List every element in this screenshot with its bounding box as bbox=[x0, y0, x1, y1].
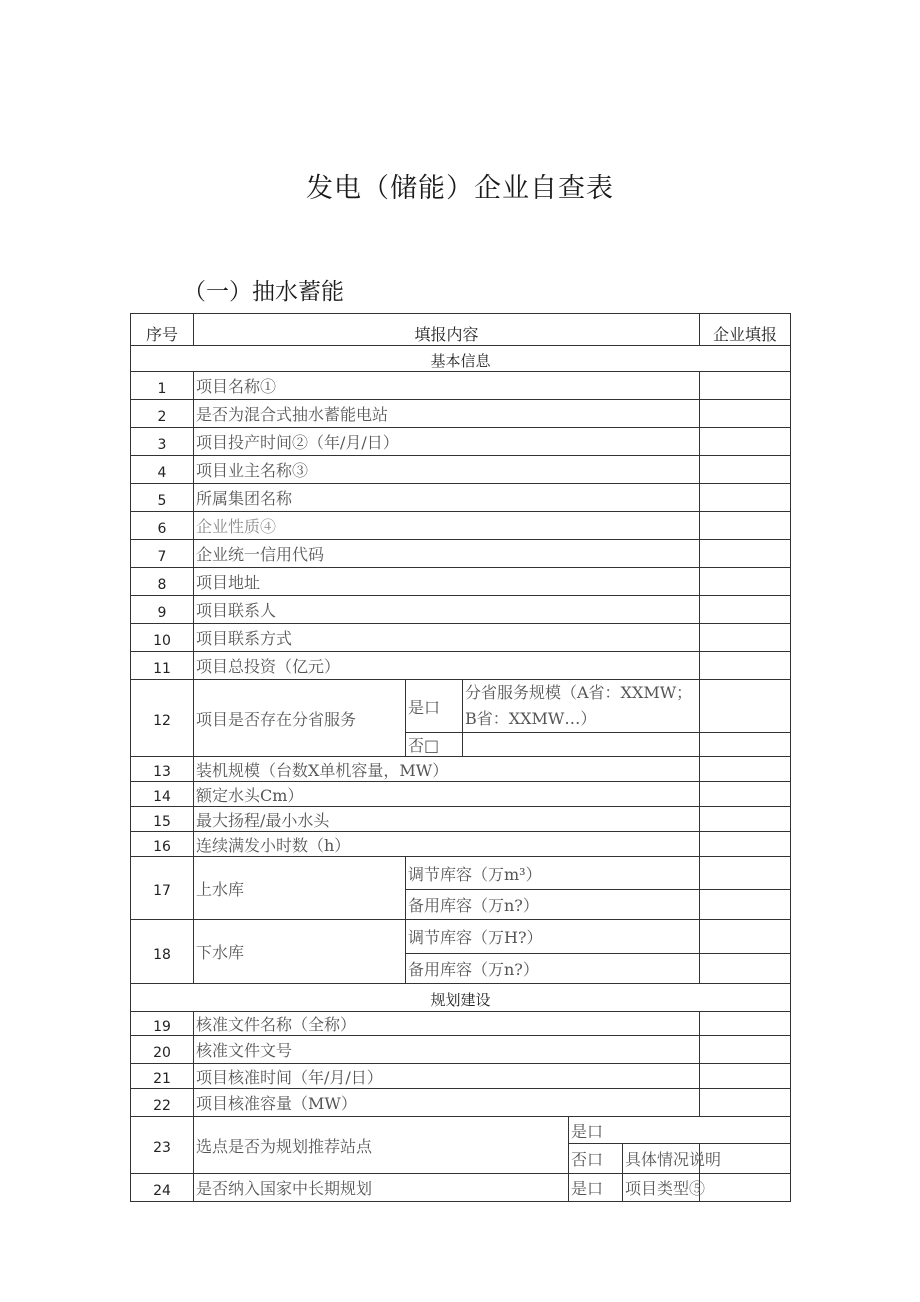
table-row bbox=[131, 624, 791, 652]
sub-label: 备用库容（万n?） bbox=[406, 954, 700, 984]
row-seq: 3 bbox=[131, 428, 194, 456]
fill-cell[interactable] bbox=[700, 596, 791, 624]
fill-cell[interactable] bbox=[700, 400, 791, 428]
province-scale-label: 分省服务规模（A省：XXMW；B省：XXMW…） bbox=[463, 680, 700, 733]
row-seq: 24 bbox=[131, 1174, 194, 1202]
section-planning: 规划建设 bbox=[131, 984, 791, 1012]
section-basic-info: 基本信息 bbox=[131, 346, 791, 372]
row-label: 项目核准容量（MW） bbox=[194, 1089, 700, 1117]
row-seq: 20 bbox=[131, 1036, 194, 1064]
row-seq: 12 bbox=[131, 680, 194, 757]
fill-cell[interactable] bbox=[700, 624, 791, 652]
fill-cell[interactable] bbox=[700, 428, 791, 456]
table-row bbox=[131, 596, 791, 624]
table-row bbox=[131, 807, 791, 832]
section-heading: （一）抽水蓄能 bbox=[183, 279, 344, 305]
section-row-planning bbox=[131, 984, 791, 1012]
fill-cell[interactable] bbox=[700, 1036, 791, 1064]
fill-cell[interactable] bbox=[700, 920, 791, 954]
row-seq: 15 bbox=[131, 807, 194, 832]
fill-cell[interactable] bbox=[700, 1064, 791, 1089]
fill-cell[interactable] bbox=[700, 372, 791, 400]
row-label: 最大扬程/最小水头 bbox=[194, 807, 700, 832]
row-label: 额定水头Cm） bbox=[194, 782, 700, 807]
project-type-label: 项目类型⑤ bbox=[623, 1174, 700, 1202]
table-row bbox=[131, 757, 791, 782]
row-label: 所属集团名称 bbox=[194, 484, 700, 512]
table-row bbox=[131, 652, 791, 680]
table-row bbox=[131, 1174, 791, 1202]
fill-cell[interactable] bbox=[700, 1089, 791, 1117]
table-row bbox=[131, 484, 791, 512]
fill-cell[interactable] bbox=[700, 782, 791, 807]
row-label: 是否为混合式抽水蓄能电站 bbox=[194, 400, 700, 428]
fill-cell[interactable] bbox=[700, 1174, 791, 1202]
row-label: 项目联系人 bbox=[194, 596, 700, 624]
row-seq: 7 bbox=[131, 540, 194, 568]
table-row bbox=[131, 540, 791, 568]
row-seq: 9 bbox=[131, 596, 194, 624]
no-option[interactable]: 否□ bbox=[406, 733, 463, 757]
row-seq: 14 bbox=[131, 782, 194, 807]
row-seq: 8 bbox=[131, 568, 194, 596]
no-option[interactable]: 否口 bbox=[569, 1144, 623, 1174]
row-label: 核准文件名称（全称） bbox=[194, 1012, 700, 1036]
self-check-table bbox=[130, 313, 791, 1202]
table-row bbox=[131, 1089, 791, 1117]
row-seq: 10 bbox=[131, 624, 194, 652]
row-seq: 4 bbox=[131, 456, 194, 484]
row-seq: 23 bbox=[131, 1117, 194, 1174]
row-label: 项目联系方式 bbox=[194, 624, 700, 652]
sub-label: 调节库容（万H?） bbox=[406, 920, 700, 954]
fill-cell[interactable] bbox=[700, 890, 791, 920]
fill-cell[interactable] bbox=[700, 733, 791, 757]
detail-label: 具体情况说明 bbox=[623, 1144, 700, 1174]
fill-cell[interactable] bbox=[700, 652, 791, 680]
table-row bbox=[131, 920, 791, 954]
row-label: 项目总投资（亿元） bbox=[194, 652, 700, 680]
fill-cell[interactable] bbox=[700, 484, 791, 512]
table-row bbox=[131, 372, 791, 400]
row-seq: 13 bbox=[131, 757, 194, 782]
row-seq: 16 bbox=[131, 832, 194, 857]
row-label: 选点是否为规划推荐站点 bbox=[194, 1117, 569, 1174]
row-label: 企业性质④ bbox=[194, 512, 700, 540]
table-row bbox=[131, 1117, 791, 1144]
page-title: 发电（储能）企业自查表 bbox=[306, 173, 614, 204]
section-row-basic bbox=[131, 346, 791, 372]
table-row bbox=[131, 832, 791, 857]
fill-cell[interactable] bbox=[700, 954, 791, 984]
fill-cell[interactable] bbox=[700, 832, 791, 857]
table-row bbox=[131, 1036, 791, 1064]
table-row bbox=[131, 1012, 791, 1036]
fill-cell[interactable] bbox=[700, 456, 791, 484]
row-seq: 19 bbox=[131, 1012, 194, 1036]
sub-label: 调节库容（万m³） bbox=[406, 857, 700, 890]
row-label: 项目名称① bbox=[194, 372, 700, 400]
row-seq: 22 bbox=[131, 1089, 194, 1117]
row-label: 是否纳入国家中长期规划 bbox=[194, 1174, 569, 1202]
fill-cell[interactable] bbox=[700, 857, 791, 890]
row-label: 项目投产时间②（年/月/日） bbox=[194, 428, 700, 456]
table-row bbox=[131, 782, 791, 807]
row-label: 项目是否存在分省服务 bbox=[194, 680, 406, 757]
fill-cell[interactable] bbox=[700, 568, 791, 596]
fill-cell[interactable] bbox=[700, 540, 791, 568]
row-label: 企业统一信用代码 bbox=[194, 540, 700, 568]
sub-label: 备用库容（万n?） bbox=[406, 890, 700, 920]
table-row bbox=[131, 400, 791, 428]
row-seq: 1 bbox=[131, 372, 194, 400]
fill-cell[interactable] bbox=[700, 807, 791, 832]
yes-option[interactable]: 是口 bbox=[406, 680, 463, 733]
row-seq: 21 bbox=[131, 1064, 194, 1089]
fill-cell[interactable] bbox=[700, 680, 791, 733]
table-row bbox=[131, 512, 791, 540]
row-label: 项目核准时间（年/月/日） bbox=[194, 1064, 700, 1089]
row-seq: 2 bbox=[131, 400, 194, 428]
table-row bbox=[131, 1064, 791, 1089]
row-label: 项目地址 bbox=[194, 568, 700, 596]
fill-cell[interactable] bbox=[700, 1012, 791, 1036]
row-seq: 18 bbox=[131, 920, 194, 984]
row-label: 上水库 bbox=[194, 857, 406, 920]
fill-cell[interactable] bbox=[700, 757, 791, 782]
table-row bbox=[131, 428, 791, 456]
empty-cell bbox=[463, 733, 700, 757]
row-label: 项目业主名称③ bbox=[194, 456, 700, 484]
row-seq: 6 bbox=[131, 512, 194, 540]
table-header-row bbox=[131, 314, 791, 346]
row-label: 下水库 bbox=[194, 920, 406, 984]
table-row bbox=[131, 857, 791, 890]
row-seq: 11 bbox=[131, 652, 194, 680]
row-seq: 17 bbox=[131, 857, 194, 920]
row-label: 连续满发小时数（h） bbox=[194, 832, 700, 857]
header-seq: 序号 bbox=[131, 314, 194, 346]
row-label: 核准文件文号 bbox=[194, 1036, 700, 1064]
row-seq: 5 bbox=[131, 484, 194, 512]
yes-option[interactable]: 是口 bbox=[569, 1174, 623, 1202]
table-row bbox=[131, 456, 791, 484]
row-label: 装机规模（台数X单机容量，MW） bbox=[194, 757, 700, 782]
fill-cell[interactable] bbox=[700, 512, 791, 540]
header-content: 填报内容 bbox=[194, 314, 700, 346]
table-row bbox=[131, 680, 791, 733]
header-fill: 企业填报 bbox=[700, 314, 791, 346]
table-row bbox=[131, 568, 791, 596]
yes-option[interactable]: 是口 bbox=[569, 1117, 791, 1144]
